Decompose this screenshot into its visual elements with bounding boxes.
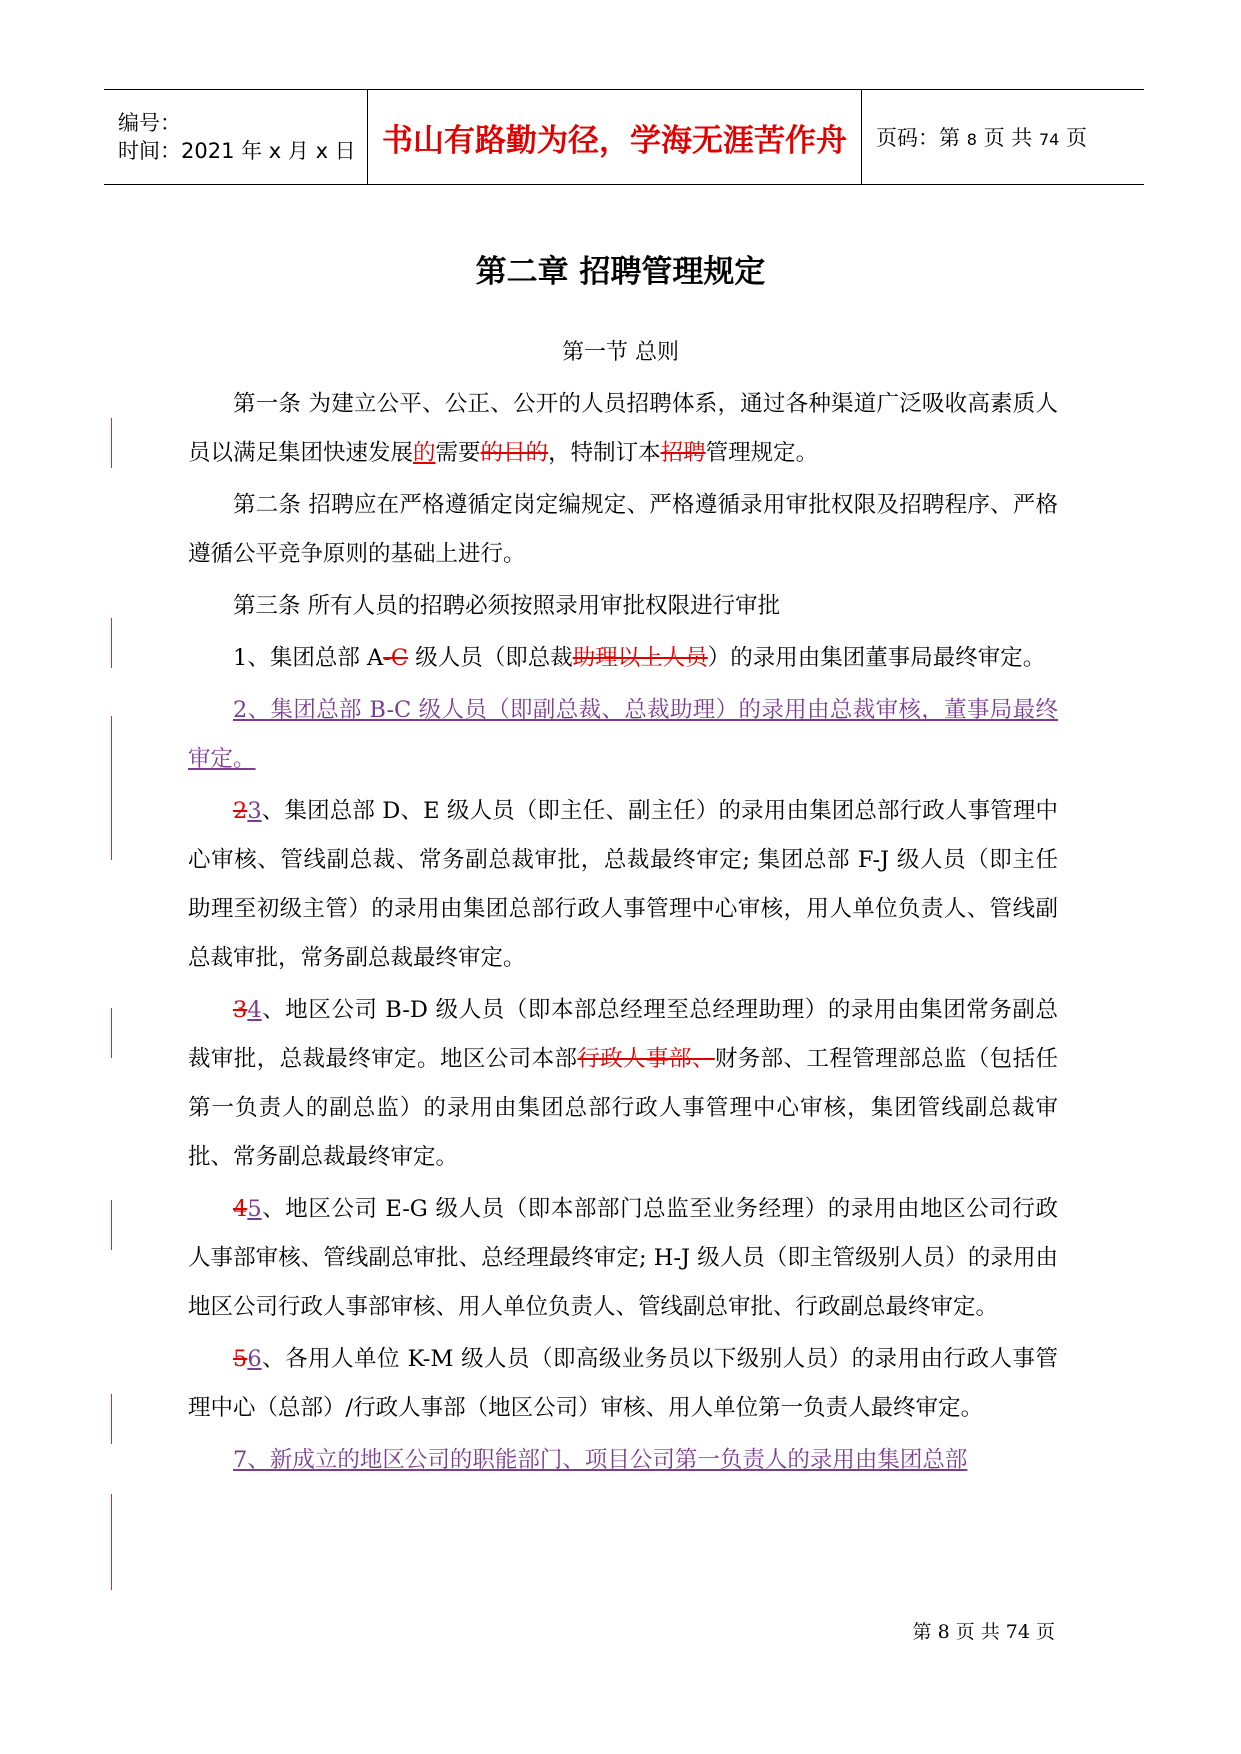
time-label: 时间：2021 年 x 月 x 日: [118, 139, 356, 163]
page-suffix: 页: [1065, 126, 1087, 150]
item-7: 7、新成立的地区公司的职能部门、项目公司第一负责人的录用由集团总部: [233, 1447, 968, 1473]
change-bar: [111, 716, 112, 860]
deleted-text: 的目的: [480, 440, 549, 466]
section-title: 第一节 总则: [562, 340, 679, 365]
header-page-info: [862, 90, 1144, 184]
article-1-text: ，特制订本: [548, 440, 661, 466]
deleted-number: 4: [233, 1196, 248, 1222]
chapter-title: 第二章 招聘管理规定: [475, 254, 766, 290]
deleted-number: 5: [233, 1346, 248, 1372]
page-number: 8: [966, 130, 977, 149]
item-1-text: 级人员（即总裁: [408, 645, 573, 671]
item-4: [188, 986, 1058, 1182]
item-1: [188, 634, 1058, 683]
change-bar: [111, 618, 112, 668]
item-4-text: 财务部、工程管理部总监（包括任第一负责人的副总监）的录用由集团总部行政人事管理中心审核，集团管线副总裁审批、常务副总裁最终审定。: [188, 1046, 1058, 1170]
item-5-text: 、地区公司 E-G 级人员（即本部部门总监至业务经理）的录用由地区公司行政人事部审核、管线副总审批、总经理最终审定; H-J 级人员（即主管级别人员）的录用由地区公司行政人事部审核、用人单位负责人、管线副总审批、行政副总最终审定。: [188, 1196, 1058, 1320]
change-bar: [111, 1008, 112, 1058]
item-6: [188, 1335, 1058, 1433]
deleted-text: 助理以上人员: [572, 645, 708, 671]
item-3-text: 、集团总部 D、E 级人员（即主任、副主任）的录用由集团总部行政人事管理中心审核、管线副总裁、常务副总裁审批，总裁最终审定; 集团总部 F-J 级人员（即主任助理至初级主管）的录用由集团总部行政人事管理中心审核，用人单位负责人、管线副总裁审批，常务副总裁最终审定。: [188, 798, 1058, 971]
change-bar: [111, 1494, 112, 1590]
item-3: [188, 787, 1058, 983]
change-bar: [111, 1200, 112, 1250]
page-mid: 页 共: [983, 126, 1033, 150]
deleted-text: 行政人事部、: [577, 1046, 715, 1072]
inserted-number: 5: [247, 1196, 262, 1222]
page-total: 74: [1038, 130, 1060, 149]
header-motto: [368, 90, 862, 184]
item-1-text: 1、集团总部 A: [233, 645, 384, 671]
number-label: 编号：: [118, 111, 181, 135]
motto-text: 书山有路勤为径，学海无涯苦作舟: [382, 122, 847, 159]
inserted-text: 的: [413, 440, 436, 466]
deleted-number: 3: [233, 997, 248, 1023]
article-1-text: 第一条 为建立公平、公正、公开的人员招聘体系，通过各种渠道广泛吸收高素质人员以满足集团快速发展: [188, 391, 1058, 466]
inserted-number: 4: [247, 997, 262, 1023]
item-6-text: 、各用人单位 K-M 级人员（即高级业务员以下级别人员）的录用由行政人事管理中心（总部）/行政人事部（地区公司）审核、用人单位第一负责人最终审定。: [188, 1346, 1058, 1421]
item-1-text: ）的录用由集团董事局最终审定。: [707, 645, 1046, 671]
page-prefix: 页码：第: [876, 126, 960, 150]
article-2: 第二条 招聘应在严格遵循定岗定编规定、严格遵循录用审批权限及招聘程序、严格遵循公平竞争原则的基础上进行。: [188, 492, 1058, 567]
change-bar: [111, 1394, 112, 1444]
article-1-text: 需要: [435, 440, 481, 466]
change-bar: [111, 418, 112, 468]
page-footer: 第 8 页 共 74 页: [912, 1621, 1055, 1643]
item-2: 2、集团总部 B-C 级人员（即副总裁、总裁助理）的录用由总裁审核，董事局最终审定。: [188, 697, 1058, 772]
inserted-number: 3: [247, 798, 262, 824]
article-3: 第三条 所有人员的招聘必须按照录用审批权限进行审批: [233, 593, 781, 619]
article-1-text: 管理规定。: [705, 440, 819, 466]
header-meta: [104, 90, 368, 184]
inserted-number: 6: [247, 1346, 262, 1372]
deleted-text: -C: [383, 645, 409, 671]
item-5: [188, 1185, 1058, 1332]
deleted-number: 2: [233, 798, 248, 824]
item-4-text: 、地区公司 B-D 级人员（即本部总经理至总经理助理）的录用由集团常务副总裁审批，总裁最终审定。地区公司本部: [188, 997, 1058, 1072]
article-1: [188, 380, 1058, 478]
document-body: [188, 380, 1058, 1488]
deleted-text: 招聘: [660, 440, 706, 466]
document-header: [104, 89, 1144, 185]
